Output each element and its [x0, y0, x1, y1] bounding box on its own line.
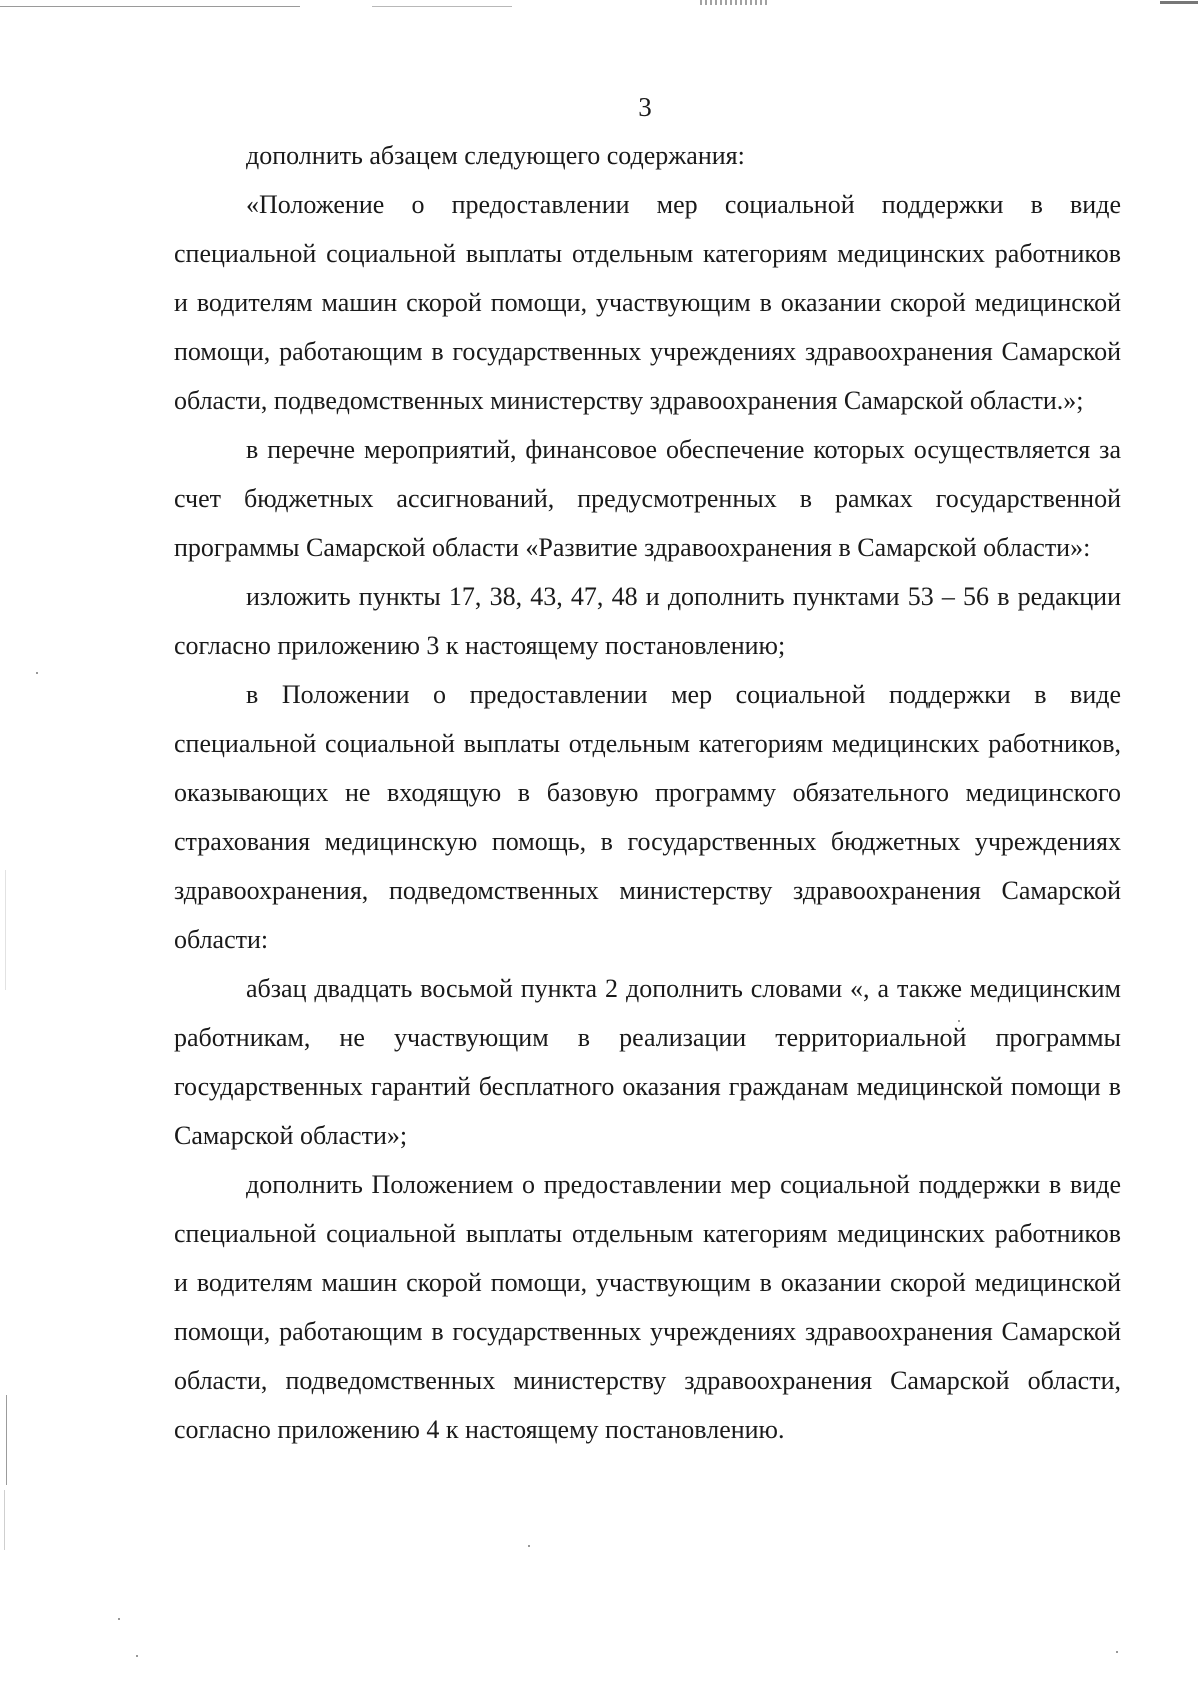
- scan-speck: [136, 1655, 138, 1657]
- paragraph: абзац двадцать восьмой пункта 2 дополнить словами «, а также медицинским работникам, не участвующим в реализации территориальной программы государственных гарантий бесплатного оказания гражданам медицинской помощи в Самарской области»;: [174, 974, 1121, 1150]
- paragraph: дополнить абзацем следующего содержания:: [246, 141, 745, 170]
- scan-artifact-line: [372, 6, 512, 7]
- page-number: 3: [638, 92, 652, 122]
- scan-edge-mark: [4, 1490, 5, 1550]
- paragraph: изложить пункты 17, 38, 43, 47, 48 и дополнить пунктами 53 – 56 в редакции согласно приложению 3 к настоящему постановлению;: [174, 582, 1121, 660]
- scan-edge-mark: [5, 870, 6, 990]
- scan-artifact-mark: [700, 0, 770, 5]
- scan-artifact-line: [0, 6, 300, 7]
- scan-speck: [36, 672, 38, 674]
- paragraph: дополнить Положением о предоставлении мер социальной поддержки в виде специальной социальной выплаты отдельным категориям медицинских работников и водителям машин скорой помощи, участвующим в оказании скорой медицинской помощи, работающим в государственных учреждениях здравоохранения Самарской области, подведомственных министерству здравоохранения Самарской области, согласно приложению 4 к настоящему постановлению.: [174, 1170, 1121, 1444]
- scan-artifact-mark: [1160, 1, 1198, 4]
- document-body: [174, 131, 1121, 1454]
- paragraph: в перечне мероприятий, финансовое обеспечение которых осуществляется за счет бюджетных ассигнований, предусмотренных в рамках государственной программы Самарской области «Развитие здравоохранения в Самарской области»:: [174, 435, 1121, 562]
- scan-speck: [1116, 1651, 1118, 1653]
- scan-speck: [528, 1545, 530, 1547]
- paragraph: «Положение о предоставлении мер социальной поддержки в виде специальной социальной выплаты отдельным категориям медицинских работников и водителям машин скорой помощи, участвующим в оказании скорой медицинской помощи, работающим в государственных учреждениях здравоохранения Самарской области, подведомственных министерству здравоохранения Самарской области.»;: [174, 190, 1121, 415]
- scan-edge-mark: [6, 1395, 7, 1485]
- scan-speck: [118, 1618, 120, 1620]
- paragraph: в Положении о предоставлении мер социальной поддержки в виде специальной социальной выплаты отдельным категориям медицинских работников, оказывающих не входящую в базовую программу обязательного медицинского страхования медицинскую помощь, в государственных бюджетных учреждениях здравоохранения, подведомственных министерству здравоохранения Самарской области:: [174, 680, 1121, 954]
